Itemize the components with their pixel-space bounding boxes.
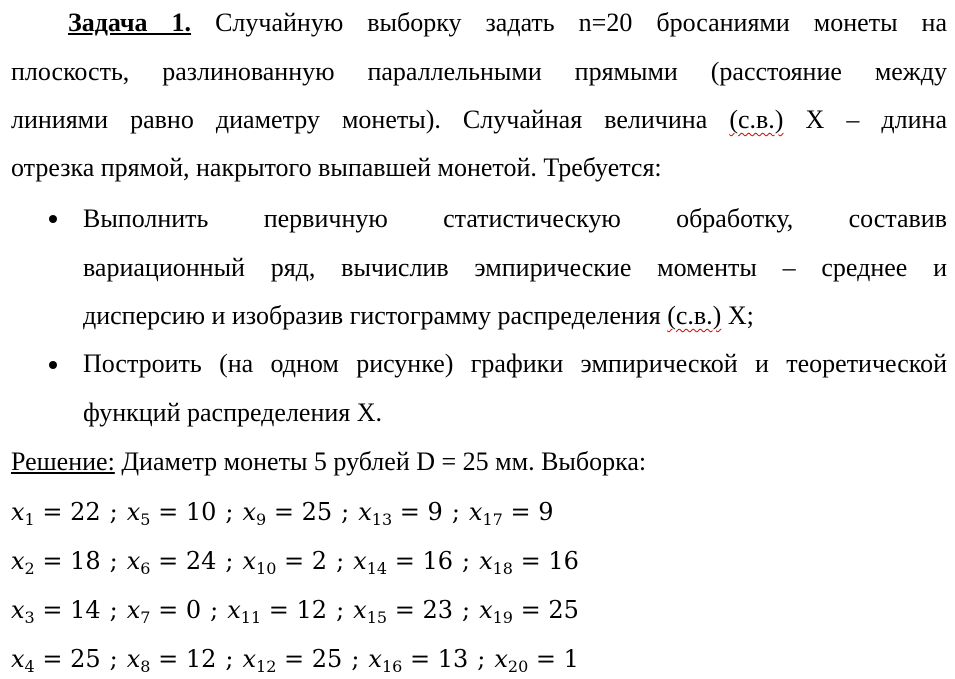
sample-index: 9 bbox=[256, 510, 267, 529]
sample-value: $x_5 = 10$ bbox=[126, 498, 217, 529]
task-line-3 bbox=[11, 104, 947, 136]
sample-number: 25 bbox=[311, 645, 343, 673]
sample-number: 1 bbox=[563, 645, 579, 673]
sample-value: $x_1 = 22$ bbox=[11, 498, 101, 529]
sample-value: $x_8 = 12$ bbox=[126, 645, 217, 676]
sample-index: 11 bbox=[240, 608, 262, 627]
separator: ; bbox=[225, 498, 234, 526]
bullet-1-line-1: Выполнить первичную статистическую обработку, составив bbox=[83, 204, 947, 233]
sample-value: $x_6 = 24$ bbox=[126, 547, 217, 578]
sample-value: $x_{19} = 25$ bbox=[479, 596, 579, 627]
sample-index: 12 bbox=[256, 657, 277, 676]
sample-number: 25 bbox=[301, 498, 333, 526]
sample-value: $x_{18} = 16$ bbox=[479, 547, 579, 578]
separator: ; bbox=[336, 596, 345, 624]
sample-index: 14 bbox=[366, 559, 388, 578]
sample-number: 12 bbox=[185, 645, 217, 673]
sample-value: $x_7 = 0$ bbox=[126, 596, 202, 627]
bullet-1-text-3: дисперсию и изобразив гистограмму распределения bbox=[83, 301, 661, 330]
bullet-1-line-3 bbox=[83, 300, 947, 332]
sample-value: $x_9 = 25$ bbox=[242, 498, 333, 529]
sample-value: $x_{17} = 9$ bbox=[468, 498, 554, 529]
sample-index: 20 bbox=[507, 657, 529, 676]
sample-index: 10 bbox=[256, 559, 277, 578]
task-line-1 bbox=[11, 7, 947, 39]
solution-text: Диаметр монеты 5 рублей D = 25 мм. Выборка: bbox=[121, 447, 647, 476]
sample-index: 15 bbox=[366, 608, 388, 627]
separator: ; bbox=[109, 645, 118, 673]
separator: ; bbox=[225, 547, 234, 575]
sample-index: 13 bbox=[371, 510, 393, 529]
sample-row bbox=[11, 544, 579, 578]
sample-index: 7 bbox=[140, 608, 151, 627]
sample-number: 16 bbox=[548, 547, 579, 575]
sample-index: 5 bbox=[140, 510, 151, 529]
sample-row bbox=[11, 593, 579, 627]
bullet-2-line-2: функций распределения X. bbox=[83, 398, 383, 427]
sample-index: 8 bbox=[140, 657, 151, 676]
bullet-icon bbox=[49, 361, 57, 369]
bullet-icon bbox=[49, 215, 57, 223]
task-text-3: линиями равно диаметру монеты). Случайная величина bbox=[11, 105, 708, 134]
bullet-1-tail: X; bbox=[727, 301, 754, 330]
separator: ; bbox=[477, 645, 486, 673]
bullet-1-line-2: вариационный ряд, вычислив эмпирические моменты – среднее и bbox=[83, 253, 947, 282]
solution-line bbox=[11, 446, 947, 478]
sample-value: $x_{15} = 23$ bbox=[353, 596, 453, 627]
sample-index: 4 bbox=[24, 657, 35, 676]
sample-index: 6 bbox=[140, 559, 151, 578]
sample-number: 9 bbox=[427, 498, 443, 526]
sample-value: $x_2 = 18$ bbox=[11, 547, 101, 578]
sample-index: 18 bbox=[492, 559, 513, 578]
sample-value: $x_{16} = 13$ bbox=[368, 645, 469, 676]
sample-index: 2 bbox=[24, 559, 35, 578]
task-text-3-tail: X – длина bbox=[805, 105, 947, 134]
separator: ; bbox=[109, 596, 118, 624]
sample-row bbox=[11, 495, 553, 529]
task-text-1: Случайную выборку задать n=20 бросаниями монеты на bbox=[215, 8, 948, 37]
sample-value: $x_4 = 25$ bbox=[11, 645, 101, 676]
sample-number: 10 bbox=[185, 498, 217, 526]
sample-index: 16 bbox=[381, 657, 403, 676]
separator: ; bbox=[225, 645, 234, 673]
sample-number: 16 bbox=[422, 547, 453, 575]
sample-number: 24 bbox=[185, 547, 217, 575]
task-heading: Задача 1. bbox=[68, 8, 192, 37]
separator: ; bbox=[109, 498, 118, 526]
sample-number: 25 bbox=[548, 596, 579, 624]
separator: ; bbox=[109, 547, 118, 575]
task-line-2: плоскость, разлинованную параллельными прямыми (расстояние между bbox=[11, 57, 947, 86]
task-line-4: отрезка прямой, накрытого выпавшей монетой. Требуется: bbox=[11, 153, 662, 182]
sample-value: $x_{10} = 2$ bbox=[242, 547, 328, 578]
abbr-sv: (с.в.) bbox=[667, 301, 722, 330]
sample-value: $x_{14} = 16$ bbox=[353, 547, 453, 578]
sample-number: 25 bbox=[70, 645, 101, 673]
sample-index: 17 bbox=[482, 510, 503, 529]
separator: ; bbox=[351, 645, 360, 673]
sample-index: 3 bbox=[24, 608, 35, 627]
sample-index: 1 bbox=[24, 510, 35, 529]
sample-number: 23 bbox=[422, 596, 453, 624]
sample-value: $x_{20} = 1$ bbox=[494, 645, 579, 676]
solution-label: Решение: bbox=[11, 447, 115, 476]
abbr-sv: (с.в.) bbox=[729, 105, 784, 134]
sample-number: 0 bbox=[185, 596, 202, 624]
sample-value: $x_{11} = 12$ bbox=[227, 596, 328, 627]
separator: ; bbox=[210, 596, 219, 624]
sample-number: 12 bbox=[296, 596, 328, 624]
sample-number: 13 bbox=[437, 645, 469, 673]
sample-value: $x_{12} = 25$ bbox=[242, 645, 343, 676]
sample-number: 22 bbox=[70, 498, 101, 526]
sample-value: $x_3 = 14$ bbox=[11, 596, 101, 627]
separator: ; bbox=[461, 547, 471, 575]
sample-number: 2 bbox=[311, 547, 328, 575]
separator: ; bbox=[461, 596, 471, 624]
sample-value: $x_{13} = 9$ bbox=[358, 498, 443, 529]
separator: ; bbox=[451, 498, 460, 526]
sample-row bbox=[11, 642, 579, 676]
sample-number: 14 bbox=[70, 596, 101, 624]
sample-number: 18 bbox=[70, 547, 101, 575]
separator: ; bbox=[336, 547, 345, 575]
bullet-2-line-1: Построить (на одном рисунке) графики эмпирической и теоретической bbox=[83, 349, 947, 378]
sample-number: 9 bbox=[538, 498, 554, 526]
separator: ; bbox=[341, 498, 350, 526]
sample-index: 19 bbox=[492, 608, 513, 627]
